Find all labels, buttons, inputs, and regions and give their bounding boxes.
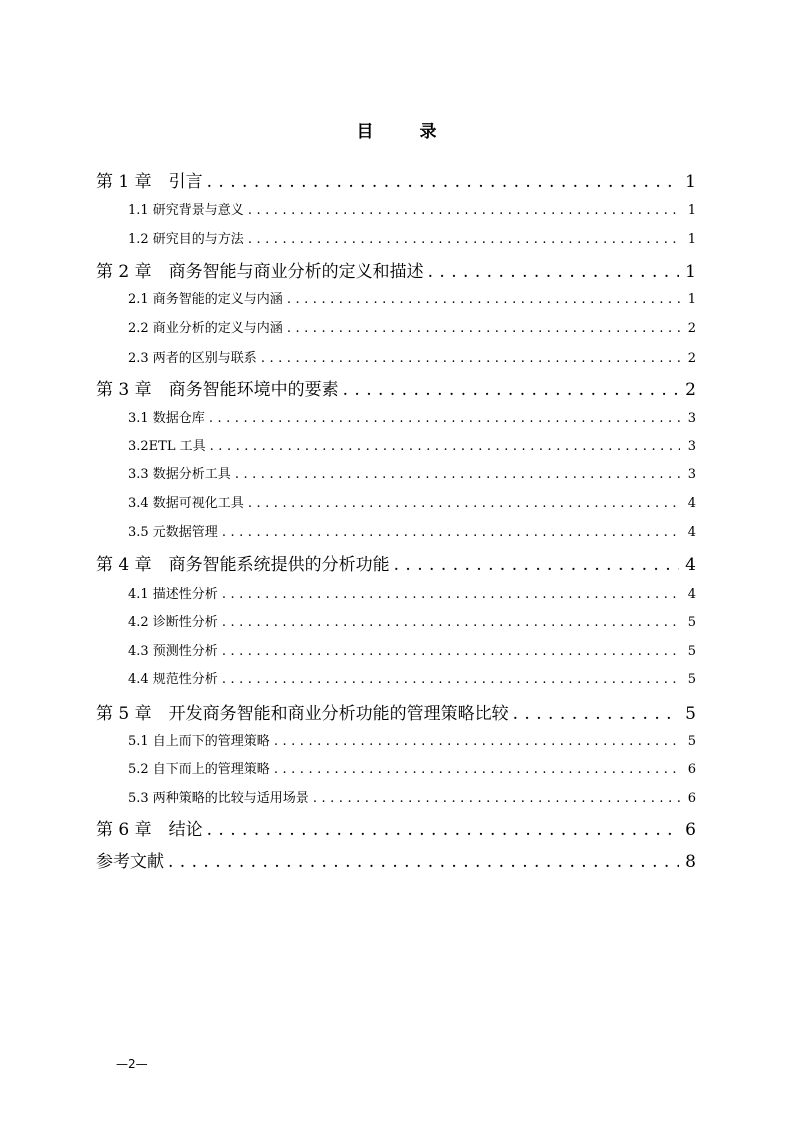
toc-entry-label: 2.3 两者的区别与联系 — [128, 351, 257, 366]
toc-entry-label: 第 4 章 商务智能系统提供的分析功能 — [96, 555, 390, 575]
toc-section-entry — [128, 318, 696, 340]
toc-entry-page-number: 5 — [685, 704, 696, 724]
dot-leader — [209, 408, 680, 430]
toc-section-entry — [128, 436, 696, 458]
toc-entry-label: 第 6 章 结论 — [96, 820, 203, 840]
toc-section-entry — [128, 522, 696, 544]
dot-leader — [248, 493, 680, 515]
toc-section-entry — [128, 229, 696, 251]
toc-entry-label: 第 5 章 开发商务智能和商业分析功能的管理策略比较 — [96, 704, 509, 724]
toc-chapter-entry — [96, 700, 696, 728]
dot-leader — [222, 584, 680, 606]
toc-entry-page-number: 3 — [687, 439, 696, 454]
toc-entry-label: 第 3 章 商务智能环境中的要素 — [96, 380, 339, 400]
toc-entry-page-number: 1 — [687, 232, 696, 247]
toc-entry-label: 5.3 两种策略的比较与适用场景 — [128, 791, 309, 806]
toc-entry-page-number: 8 — [685, 852, 696, 872]
dot-leader — [248, 200, 680, 222]
toc-section-entry — [128, 289, 696, 311]
dot-leader — [222, 641, 680, 663]
toc-section-entry — [128, 669, 696, 691]
toc-entry-page-number: 4 — [687, 525, 696, 540]
dot-leader — [248, 229, 680, 251]
toc-chapter-entry — [96, 551, 696, 579]
toc-entry-page-number: 1 — [687, 203, 696, 218]
toc-chapter-entry — [96, 258, 696, 286]
dot-leader — [261, 348, 680, 370]
toc-entry-page-number: 2 — [687, 321, 696, 336]
toc-entry-page-number: 5 — [687, 644, 696, 659]
dot-leader — [222, 522, 680, 544]
toc-section-entry — [128, 348, 696, 370]
toc-entry-page-number: 4 — [687, 587, 696, 602]
dot-leader — [222, 669, 680, 691]
toc-chapter-entry — [96, 848, 696, 876]
toc-entry-label: 4.3 预测性分析 — [128, 644, 218, 659]
toc-section-entry — [128, 612, 696, 634]
dot-leader — [287, 289, 680, 311]
toc-entry-page-number: 3 — [687, 467, 696, 482]
dot-leader — [207, 168, 680, 196]
toc-entry-page-number: 6 — [685, 820, 696, 840]
toc-section-entry — [128, 464, 696, 486]
toc-entry-page-number: 1 — [685, 262, 696, 282]
dot-leader — [274, 759, 680, 781]
toc-entry-label: 第 2 章 商务智能与商业分析的定义和描述 — [96, 262, 424, 282]
toc-entry-label: 5.2 自下而上的管理策略 — [128, 762, 270, 777]
dot-leader — [235, 464, 680, 486]
toc-entry-page-number: 6 — [687, 762, 696, 777]
toc-entry-label: 1.2 研究目的与方法 — [128, 232, 244, 247]
toc-entry-label: 2.1 商务智能的定义与内涵 — [128, 292, 283, 307]
toc-entry-page-number: 2 — [685, 380, 696, 400]
toc-section-entry — [128, 493, 696, 515]
toc-entry-label: 第 1 章 引言 — [96, 172, 203, 192]
toc-section-entry — [128, 788, 696, 810]
toc-entry-page-number: 2 — [687, 351, 696, 366]
dot-leader — [168, 848, 679, 876]
toc-chapter-entry — [96, 168, 696, 196]
toc-entry-label: 参考文献 — [96, 852, 164, 872]
dot-leader — [394, 551, 680, 579]
toc-entry-label: 3.5 元数据管理 — [128, 525, 218, 540]
dot-leader — [210, 436, 680, 458]
toc-entry-label: 1.1 研究背景与意义 — [128, 203, 244, 218]
toc-entry-page-number: 1 — [687, 292, 696, 307]
dot-leader — [513, 700, 680, 728]
toc-chapter-entry — [96, 376, 696, 404]
toc-entry-label: 4.2 诊断性分析 — [128, 615, 218, 630]
toc-section-entry — [128, 584, 696, 606]
toc-section-entry — [128, 408, 696, 430]
toc-section-entry — [128, 731, 696, 753]
toc-entry-label: 3.1 数据仓库 — [128, 411, 205, 426]
toc-title: 目 录 — [356, 122, 457, 142]
toc-entry-label: 3.4 数据可视化工具 — [128, 496, 244, 511]
toc-entry-page-number: 5 — [687, 672, 696, 687]
toc-entry-label: 4.1 描述性分析 — [128, 587, 218, 602]
toc-entry-page-number: 5 — [687, 615, 696, 630]
dot-leader — [343, 376, 680, 404]
toc-entry-page-number: 4 — [687, 496, 696, 511]
toc-entry-page-number: 3 — [687, 411, 696, 426]
toc-entry-page-number: 5 — [687, 734, 696, 749]
footer-page-number: —2— — [116, 1057, 148, 1071]
toc-entry-label: 5.1 自上而下的管理策略 — [128, 734, 270, 749]
toc-chapter-entry — [96, 816, 696, 844]
toc-entry-page-number: 4 — [685, 555, 696, 575]
toc-entry-page-number: 1 — [685, 172, 696, 192]
toc-entry-label: 4.4 规范性分析 — [128, 672, 218, 687]
toc-entry-label: 2.2 商业分析的定义与内涵 — [128, 321, 283, 336]
toc-section-entry — [128, 759, 696, 781]
dot-leader — [313, 788, 680, 810]
dot-leader — [222, 612, 680, 634]
dot-leader — [274, 731, 680, 753]
toc-entry-label: 3.2ETL 工具 — [128, 439, 206, 454]
dot-leader — [428, 258, 680, 286]
toc-entry-label: 3.3 数据分析工具 — [128, 467, 231, 482]
toc-entry-page-number: 6 — [687, 791, 696, 806]
dot-leader — [207, 816, 680, 844]
dot-leader — [287, 318, 680, 340]
toc-section-entry — [128, 641, 696, 663]
toc-section-entry — [128, 200, 696, 222]
